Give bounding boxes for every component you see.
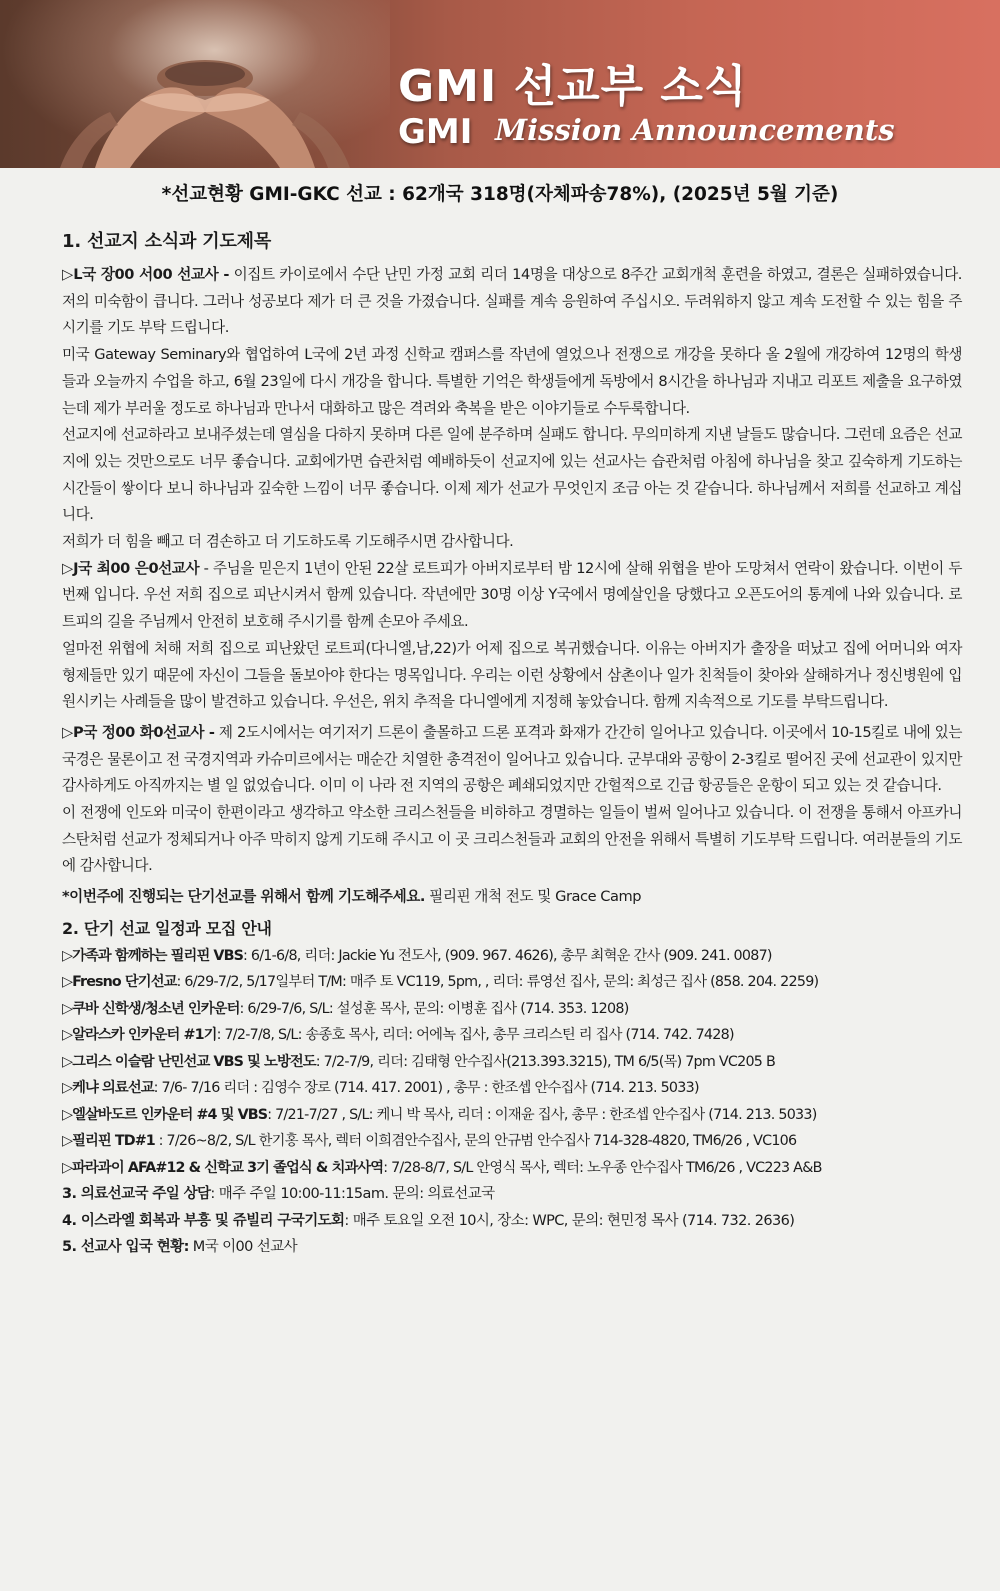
israel-prayer-notice: [62, 1208, 962, 1235]
schedule-item-detail: : 7/2-7/8, S/L: 송종호 목사, 리더: 어에녹 집사, 총무 크리스틴 리 집사 (714. 742. 7428): [216, 1027, 734, 1044]
announcement-body: [62, 226, 962, 1261]
medical-counsel-detail: : 매주 주일 10:00-11:15am. 문의: 의료선교국: [210, 1186, 495, 1203]
schedule-item-detail: : 6/29-7/6, S/L: 설성훈 목사, 문의: 이병훈 집사 (714. 353. 1208): [239, 1000, 629, 1017]
schedule-item-detail: : 7/6- 7/16 리더 : 김영수 장로 (714. 417. 2001) , 총무 : 한조셉 안수집사 (714. 213. 5033): [153, 1080, 699, 1097]
l-country-seminary: 미국 Gateway Seminary와 협업하여 L국에 2년 과정 신학교 캠퍼스를 작년에 열었으나 전쟁으로 개강을 못하다 올 2월에 개강하여 12명의 학생들과 오늘까지 수업을 하고, 6월 23일에 다시 개강을 합니다. 특별한 기억은 학생들에게 독방에서 8시간을 하나님과 지내고 리포트 제출을 요구하였는데 제가 부러울 정도로 하나님과 만나서 대화하고 많은 격려와 축복을 받은 이야기들로 수두룩합니다.: [62, 346, 962, 417]
l-country-prayer: 저희가 더 힘을 빼고 더 겸손하고 더 기도하도록 기도해주시면 감사합니다.: [62, 533, 514, 551]
short-term-prayer-note: [62, 884, 962, 911]
medical-counsel-notice: [62, 1181, 962, 1208]
israel-prayer-detail: : 매주 토요일 오전 10시, 장소: WPC, 문의: 현민정 목사 (714. 732. 2636): [344, 1212, 795, 1229]
schedule-item: [62, 1128, 962, 1155]
schedule-item-detail: : 6/1-6/8, 리더: Jackie Yu 전도사, (909. 967. 4626), 총무 최혁운 간사 (909. 241. 0087): [243, 947, 772, 964]
schedule-item-detail: : 7/26~8/2, S/L 한기홍 목사, 렉터 이희겸안수집사, 문의 안규범 안수집사 714-328-4820, TM6/26 , VC106: [154, 1133, 797, 1150]
schedule-item-title: ▷Fresno 단기선교: [62, 974, 177, 991]
schedule-item: [62, 1049, 962, 1076]
l-country-text: 이집트 카이로에서 수단 난민 가정 교회 리더 14명을 대상으로 8주간 교회개척 훈련을 하였고, 결론은 실패하였습니다. 저의 미숙함이 큽니다. 그러나 성공보다 제가 더 큰 것을 가졌습니다. 실패를 계속 응원하여 주십시오. 두려워하지 않고 계속 도전할 수 있는 힘을 주시기를 기도 부탁 드립니다.: [62, 266, 962, 337]
schedule-item: [62, 1102, 962, 1129]
schedule-item-title: ▷파라과이 AFA#12 & 신학교 3기 졸업식 & 치과사역: [62, 1159, 384, 1176]
schedule-item-detail: : 7/2-7/9, 리더: 김태형 안수집사(213.393.3215), TM 6/5(목) 7pm VC205 B: [315, 1053, 776, 1070]
p-country-report: [62, 720, 962, 800]
j-country-lead: ▷J국 최00 은0선교사: [62, 559, 200, 577]
missionary-arrival-title: 5. 선교사 입국 현황:: [62, 1239, 189, 1256]
schedule-item: [62, 1022, 962, 1049]
schedule-item-title: ▷쿠바 신학생/청소년 인카운터: [62, 1000, 240, 1017]
short-term-prayer-text: 필리핀 개척 전도 및 Grace Camp: [424, 888, 642, 906]
short-term-prayer-lead: *이번주에 진행되는 단기선교를 위해서 함께 기도해주세요.: [62, 888, 425, 906]
medical-counsel-title: 3. 의료선교국 주일 상담: [62, 1186, 211, 1203]
schedule-item: [62, 943, 962, 970]
israel-prayer-title: 4. 이스라엘 회복과 부흥 및 쥬빌리 구국기도회: [62, 1212, 345, 1229]
j-country-update: 얼마전 위협에 처해 저희 집으로 피난왔던 로트피(다니엘,남,22)가 어제 집으로 복귀했습니다. 이유는 아버지가 출장을 떠났고 집에 어머니와 여자 형제들만 있기 때문에 자신이 그들을 돌보아야 한다는 명목입니다. 우리는 이런 상황에서 삼촌이나 일가 친척들이 찾아와 살해하거나 정신병원에 입원시키는 사례들을 많이 발견하고 있습니다. 우선은, 위치 추적을 다니엘에게 지정해 놓았습니다. 함께 지속적으로 기도를 부탁드립니다.: [62, 639, 962, 711]
schedule-item-title: ▷필리핀 TD#1: [62, 1133, 155, 1150]
schedule-item-title: ▷가족과 함께하는 필리핀 VBS: [62, 947, 243, 964]
schedule-item: [62, 1155, 962, 1182]
p-country-prayer: 이 전쟁에 인도와 미국이 한편이라고 생각하고 약소한 크리스천들을 비하하고 경멸하는 일들이 벌써 일어나고 있습니다. 이 전쟁을 통해서 아프카니스탄처럼 선교가 정체되거나 아주 막히지 않게 기도해 주시고 이 곳 크리스천들과 교회의 안전을 위해서 특별히 기도부탁 드립니다. 여러분들의 기도에 감사합니다.: [62, 804, 962, 875]
schedule-item-title: ▷그리스 이슬람 난민선교 VBS 및 노방전도: [62, 1053, 316, 1070]
schedule-item-detail: : 7/28-8/7, S/L 안영식 목사, 렉터: 노우종 안수집사 TM6/26 , VC223 A&B: [383, 1159, 822, 1176]
l-country-lead: ▷L국 장00 서00 선교사 -: [62, 266, 229, 283]
header-banner: [0, 0, 1000, 168]
schedule-item-title: ▷알라스카 인카운터 #1기: [62, 1027, 217, 1044]
hands-holding-earth-image: [0, 0, 390, 168]
schedule-item-title: ▷케냐 의료선교: [62, 1080, 154, 1097]
section1-title: 1. 선교지 소식과 기도제목: [62, 231, 272, 252]
missionary-arrival-detail: M국 이00 선교사: [188, 1239, 298, 1256]
schedule-item-detail: : 7/21-7/27 , S/L: 케니 박 목사, 리더 : 이재윤 집사, 총무 : 한조셉 안수집사 (714. 213. 5033): [267, 1106, 817, 1123]
section2-title: 2. 단기 선교 일정과 모집 안내: [62, 918, 272, 938]
banner-title-english-script: Mission Announcements: [495, 113, 895, 147]
short-term-schedule-list: [62, 943, 962, 1182]
other-notices: [62, 1181, 962, 1261]
schedule-item-detail: : 6/29-7/2, 5/17일부터 T/M: 매주 토 VC119, 5pm, , 리더: 류영선 집사, 문의: 최성근 집사 (858. 204. 2259): [176, 974, 819, 991]
schedule-item: [62, 996, 962, 1023]
mission-status-summary: *선교현황 GMI-GKC 선교 : 62개국 318명(자체파송78%), (2025년 5월 기준): [161, 184, 839, 205]
schedule-item-title: ▷엘살바도르 인카운터 #4 및 VBS: [62, 1106, 268, 1123]
j-country-text: - 주님을 믿은지 1년이 안된 22살 로트피가 아버지로부터 밤 12시에 살해 위협을 받아 도망쳐서 연락이 왔습니다. 이번이 두번째 입니다. 우선 저희 집으로 피난시켜서 함께 있습니다. 작년에만 30명 이상 Y국에서 명예살인을 당했다고 오픈도어의 통계에 나와 있습니다. 로트피의 길을 주님께서 안전히 보호해 주시기를 함께 손모아 주세요.: [62, 559, 963, 631]
banner-title-gmi: GMI: [398, 112, 473, 152]
j-country-report: [62, 556, 962, 636]
schedule-item: [62, 1075, 962, 1102]
banner-title-korean: GMI 선교부 소식: [398, 61, 748, 112]
missionary-arrival-notice: [62, 1234, 962, 1261]
l-country-reflection: 선교지에 선교하라고 보내주셨는데 열심을 다하지 못하며 다른 일에 분주하며 실패도 합니다. 무의미하게 지낸 날들도 많습니다. 그런데 요즘은 선교지에 있는 것만으로도 너무 좋습니다. 교회에가면 습관처럼 예배하듯이 선교지에 있는 선교사는 습관처럼 아침에 하나님을 찾고 깊숙하게 기도하는 시간들이 쌓이다 보니 하나님과 깊숙한 느낌이 너무 좋습니다. 이제 제가 선교가 무엇인지 조금 아는 것 같습니다. 하나님께서 저희를 선교하고 계십니다.: [62, 426, 962, 524]
p-country-text: 제 2도시에서는 여기저기 드론이 출몰하고 드론 포격과 화재가 간간히 일어나고 있습니다. 이곳에서 10-15킬로 내에 있는 국경은 물론이고 전 국경지역과 카슈미르에서는 매순간 치열한 총격전이 일어나고 있습니다. 군부대와 공항이 2-3킬로 떨어진 곳에 선교관이 있지만 감사하게도 아직까지는 별 일 없었습니다. 이미 이 나라 전 지역의 공항은 폐쇄되었지만 간헐적으로 긴급 항공들은 운항이 되고 있는 것 같습니다.: [62, 723, 962, 795]
p-country-lead: ▷P국 정00 화0선교사 -: [62, 723, 215, 741]
l-country-report: [62, 262, 962, 342]
schedule-item: [62, 969, 962, 996]
